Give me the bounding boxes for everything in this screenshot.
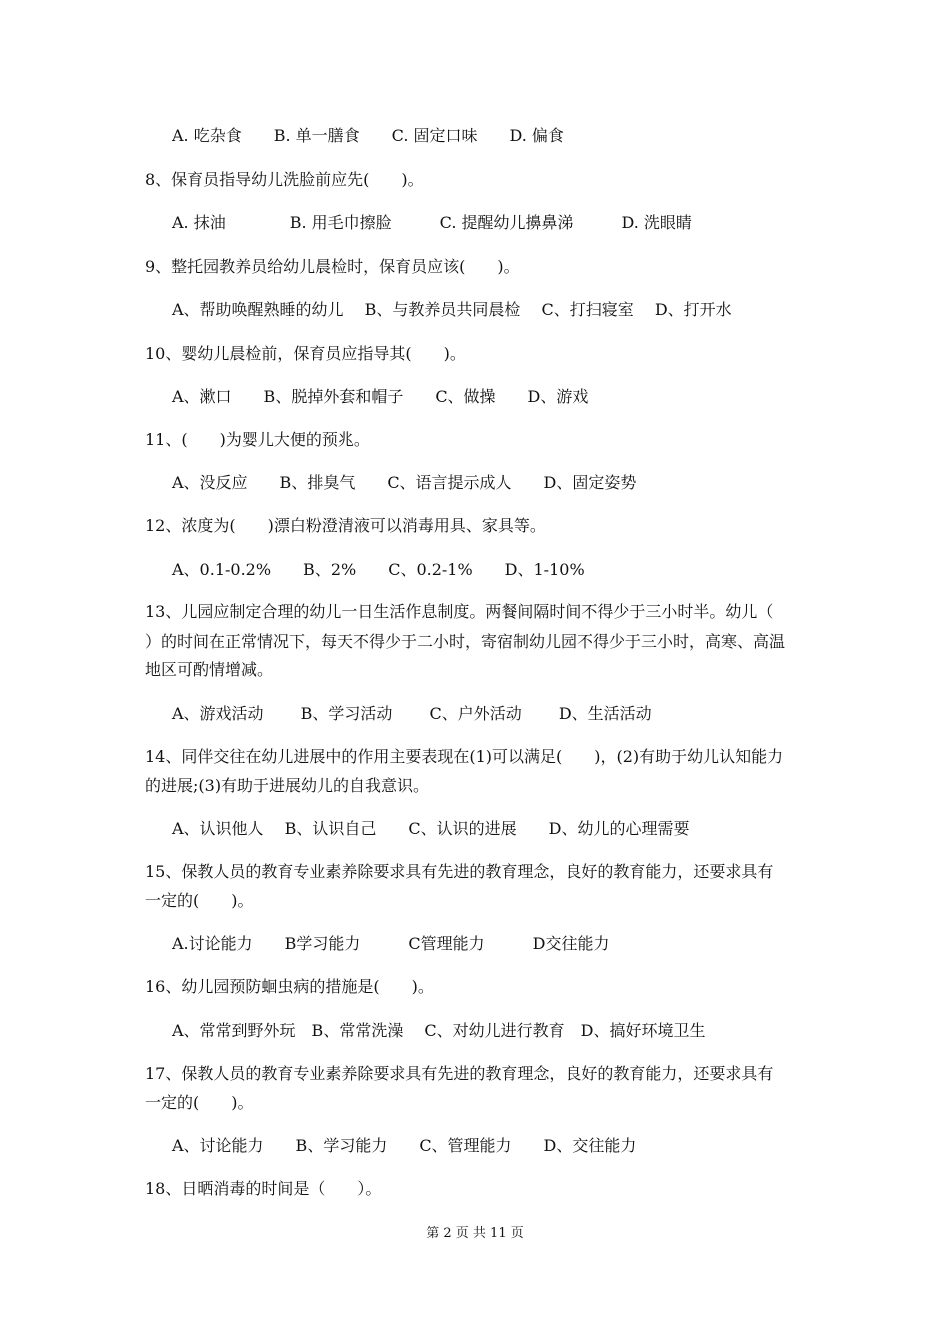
page-footer [0, 1226, 950, 1242]
question-13-stem-line-2: ）的时间在正常情况下，每天不得少于二小时，寄宿制幼儿园不得少于三小时，高寒、高温 [145, 632, 786, 651]
question-12-stem: 12、浓度为( )漂白粉澄清液可以消毒用具、家具等。 [145, 516, 546, 535]
question-13-stem-line-3: 地区可酌情增减。 [145, 660, 274, 679]
question-11-options: A、没反应 B、排臭气 C、语言提示成人 D、固定姿势 [172, 473, 637, 492]
question-8-stem: 8、保育员指导幼儿洗脸前应先( )。 [145, 170, 424, 189]
question-9-options: A、帮助唤醒熟睡的幼儿 B、与教养员共同晨检 C、打扫寝室 D、打开水 [172, 300, 732, 319]
question-12-options: A、0.1-0.2% B、2% C、0.2-1% D、1-10% [172, 560, 585, 579]
question-17-options: A、讨论能力 B、学习能力 C、管理能力 D、交往能力 [172, 1136, 637, 1155]
question-14-stem-line-1: 14、同伴交往在幼儿进展中的作用主要表现在(1)可以满足( )，(2)有助于幼儿认知能力 [145, 747, 784, 766]
question-18-stem: 18、日晒消毒的时间是（ ）。 [145, 1179, 382, 1198]
question-13-stem-line-1: 13、儿园应制定合理的幼儿一日生活作息制度。两餐间隔时间不得少于三小时半。幼儿（ [145, 602, 774, 621]
question-13-options: A、游戏活动 B、学习活动 C、户外活动 D、生活活动 [172, 704, 652, 723]
question-17-stem-line-2: 一定的( )。 [145, 1093, 254, 1112]
question-10-stem: 10、婴幼儿晨检前，保育员应指导其( )。 [145, 344, 466, 363]
question-17-stem-line-1: 17、保教人员的教育专业素养除要求具有先进的教育理念，良好的教育能力，还要求具有 [145, 1064, 774, 1083]
question-16-stem: 16、幼儿园预防蛔虫病的措施是( )。 [145, 977, 434, 996]
question-7-options: A. 吃杂食 B. 单一膳食 C. 固定口味 D. 偏食 [172, 126, 564, 145]
question-15-stem-line-1: 15、保教人员的教育专业素养除要求具有先进的教育理念，良好的教育能力，还要求具有 [145, 862, 774, 881]
question-14-options: A、认识他人 B、认识自己 C、认识的进展 D、幼儿的心理需要 [172, 819, 690, 838]
question-16-options: A、常常到野外玩 B、常常洗澡 C、对幼儿进行教育 D、搞好环境卫生 [172, 1021, 706, 1040]
question-11-stem: 11、( )为婴儿大便的预兆。 [145, 430, 370, 449]
page-number: 第 2 页 共 11 页 [426, 1226, 524, 1241]
question-14-stem-line-2: 的进展;(3)有助于进展幼儿的自我意识。 [145, 776, 430, 795]
question-9-stem: 9、整托园教养员给幼儿晨检时，保育员应该( )。 [145, 257, 520, 276]
question-15-stem-line-2: 一定的( )。 [145, 891, 254, 910]
question-15-options: A.讨论能力 B学习能力 C管理能力 D交往能力 [172, 934, 610, 953]
question-8-options: A. 抹油 B. 用毛巾擦脸 C. 提醒幼儿擤鼻涕 D. 洗眼睛 [172, 213, 692, 232]
question-10-options: A、漱口 B、脱掉外套和帽子 C、做操 D、游戏 [172, 387, 589, 406]
